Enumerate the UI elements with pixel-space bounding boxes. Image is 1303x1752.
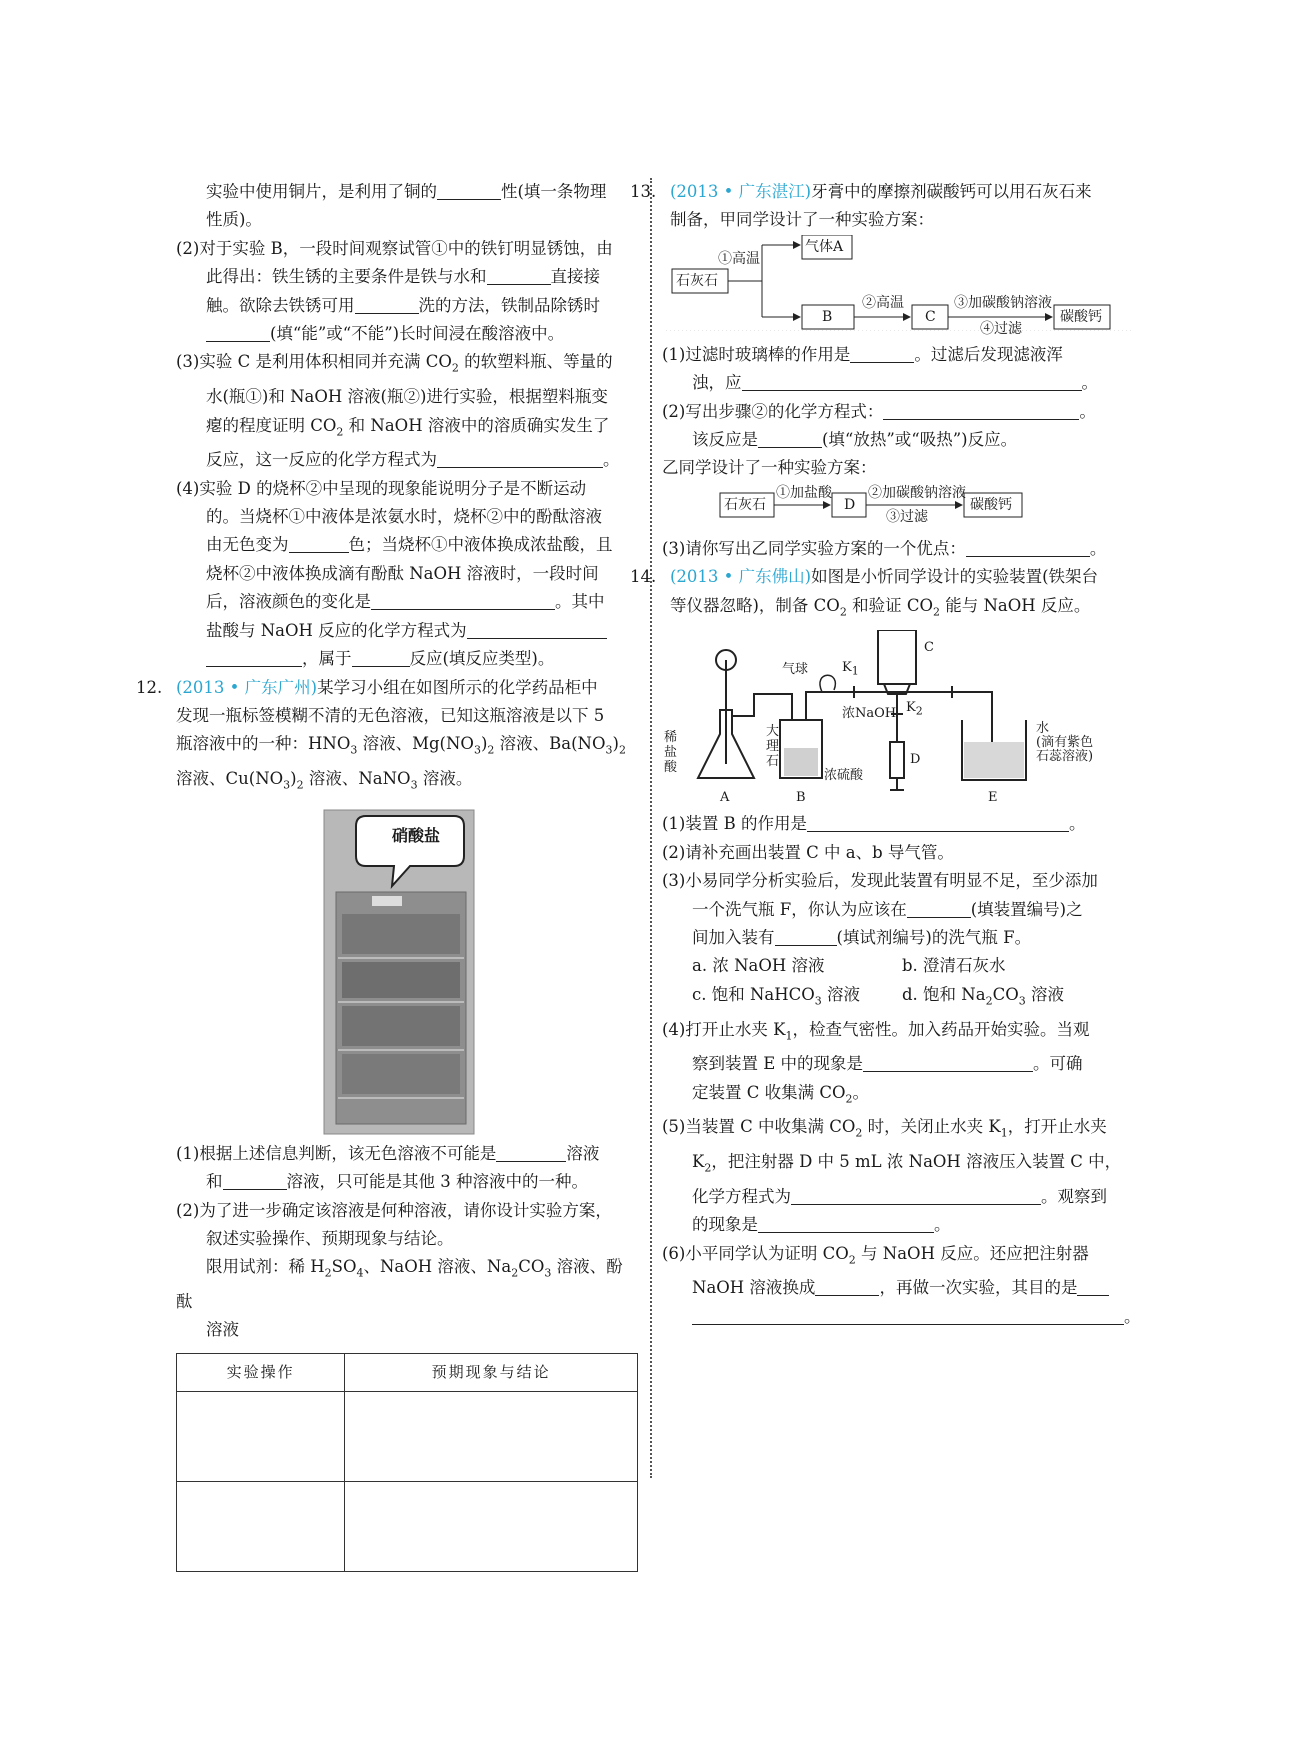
answer-blank[interactable] [467,622,607,639]
answer-blank[interactable] [850,346,914,363]
answer-blank[interactable] [371,594,555,611]
q14: 14. (2013 • 广东佛山)如图是小忻同学设计的实验装置(铁架台 等仪器忽略)，制备 $CO_2$ 和验证 $CO_2$ 能与 NaOH 反应。 [662,563,1160,626]
apparatus-figure: 气球 $K_1$ $K_2$ C 浓NaOH D 稀盐酸 大理石 浓硫酸 水 (滴有紫色 石蕊溶液) A B E [662,626,1160,810]
answer-blank[interactable] [907,901,971,918]
q13: 13. (2013 • 广东湛江)牙膏中的摩擦剂碳酸钙可以用石灰石来 制备，甲同学设计了一种实验方案： [662,178,1160,235]
left-column [136,178,638,1572]
answer-blank[interactable] [206,651,302,668]
flow-diagram-2: 石灰石 ①加盐酸 D ②加碳酸钠溶液 ③过滤 碳酸钙 [662,483,1160,527]
table-cell[interactable] [177,1391,345,1481]
q14-part2: (2)请补充画出装置 C 中 a、b 导气管。 [662,842,954,862]
answer-blank[interactable] [815,1280,879,1297]
q11-part2: (2)对于实验 B，一段时间观察试管①中的铁钉明显锈蚀，由 此得出：铁生锈的主要条件是铁与水和 直接接 触。欲除去铁锈可用 洗的方法，铁制品除锈时 (填“能”或“不能”)长时间浸在酸溶液中。 [176,238,613,344]
answer-blank[interactable] [883,403,1079,420]
table-cell[interactable] [345,1481,638,1571]
answer-blank[interactable] [437,184,501,201]
flow-diagram-1: 石灰石 ①高温 气体A B ②高温 C ③加碳酸钠溶液 ④过滤 碳酸钙 [662,235,1160,331]
answer-blank[interactable] [352,651,410,668]
answer-blank[interactable] [807,816,1069,833]
chemical-cabinet-figure [176,800,638,1140]
answer-blank[interactable] [758,432,822,449]
q11-continuation: 实验中使用铜片，是利用了铜的 性(填一条物理 性质)。 [206,182,607,230]
q14-options-row2: c. 饱和 NaHCO$_3$ 溶液 d. 饱和 $Na_2CO_3$ 溶液 [692,984,1064,1008]
q14-part1: (1)装置 B 的作用是 。 [662,814,1086,834]
question-number: 14. [630,567,657,587]
q13-part3: (3)请你写出乙同学实验方案的一个优点： 。 [662,538,1107,558]
question-source: (2013 • 广东佛山) [670,567,812,587]
table-header-operation: 实验操作 [177,1353,345,1391]
q14-part5: (5)当装置 C 中收集满 $CO_2$ 时，关闭止水夹 $K_1$，打开止水夹 $K_2$，把注射器 D 中 5 mL 浓 NaOH 溶液压入装置 C 中， 化学方程式为 。观察到 的现象是 。 [662,1117,1122,1235]
answer-blank[interactable] [1077,1280,1109,1297]
answer-blank[interactable] [496,1145,566,1162]
question-source: (2013 • 广东广州) [176,677,318,697]
answer-blank[interactable] [742,375,1082,392]
answer-blank[interactable] [487,269,551,286]
table-header-conclusion: 预期现象与结论 [345,1353,638,1391]
answer-blank[interactable] [692,1308,1124,1325]
answer-blank[interactable] [437,452,603,469]
q14-part6: (6)小平同学认为证明 $CO_2$ 与 NaOH 反应。还应把注射器 NaOH 溶液换成 ，再做一次实验，其目的是 。 [662,1243,1141,1326]
table-cell[interactable] [177,1481,345,1571]
q12-part2: (2)为了进一步确定该溶液是何种溶液，请你设计实验方案， 叙述实验操作、预期现象与结论。 限用试剂：稀 $H_2SO_4$、NaOH 溶液、$Na_2CO_3$ 溶液、酚酞 溶液 [176,1200,623,1340]
question-number: 12. [136,677,163,697]
q11-part4: (4)实验 D 的烧杯②中呈现的现象能说明分子是不断运动 的。当烧杯①中液体是浓氨水时，烧杯②中的酚酞溶液 由无色变为 色；当烧杯①中液体换成浓盐酸，且 烧杯②中液体换成滴有酚酞 NaOH 溶液时，一段时间 后，溶液颜色的变化是 。其中 盐酸与 NaOH 反应的化学方程式为 ，属于 反应(填反应类型)。 [176,478,613,669]
answer-blank[interactable] [206,326,270,343]
table-cell[interactable] [345,1391,638,1481]
question-number: 13. [630,182,657,201]
right-column [630,178,1160,1331]
answer-blank[interactable] [863,1056,1033,1073]
q14-part4: (4)打开止水夹 $K_1$，检查气密性。加入药品开始实验。当观 察到装置 E 中的现象是 。可确 定装置 C 收集满 $CO_2$。 [662,1019,1090,1105]
q12: 12. (2013 • 广东广州)某学习小组在如图所示的化学药品柜中 发现一瓶标签模糊不清的无色溶液，已知这瓶溶液是以下 5 瓶溶液中的一种：$HNO_3$ 溶液、$Mg(NO_3)_2$ 溶液、$Ba(NO_3)_2$ 溶液、$Cu(NO_3)_2$ 溶液、NaNO$_3$ 溶液。 [176,674,638,800]
question-source: (2013 • 广东湛江) [670,182,812,201]
answer-blank[interactable] [355,297,419,314]
q14-options-row1: a. 浓 NaOH 溶液 b. 澄清石灰水 [692,956,1006,976]
q11-part3: (3)实验 C 是利用体积相同并充满 $CO_2$ 的软塑料瓶、等量的 水(瓶①)和 NaOH 溶液(瓶②)进行实验，根据塑料瓶变 瘪的程度证明 $CO_2$ 和 NaOH 溶液中的溶质确实发生了 反应，这一反应的化学方程式为 。 [176,352,620,470]
q12-part1: (1)根据上述信息判断，该无色溶液不可能是 溶液 和 溶液，只可能是其他 3 种溶液中的一种。 [176,1143,600,1192]
answer-blank[interactable] [966,540,1090,557]
q13-part2: (2)写出步骤②的化学方程式： 。 该反应是 (填“放热”或“吸热”)反应。 乙同学设计了一种实验方案： [662,401,1096,478]
experiment-table [176,1353,638,1572]
answer-blank[interactable] [223,1174,287,1191]
q14-part3: (3)小易同学分析实验后，发现此装置有明显不足，至少添加 一个洗气瓶 F，你认为应该在 (填装置编号)之 间加入装有 (填试剂编号)的洗气瓶 F。 [662,871,1098,947]
q13-part1: (1)过滤时玻璃棒的作用是 。过滤后发现滤液浑 浊，应 。 [662,344,1098,393]
column-divider [650,178,652,1478]
answer-blank[interactable] [758,1217,934,1234]
cabinet-photo [176,806,638,1140]
answer-blank[interactable] [791,1188,1041,1205]
answer-blank[interactable] [289,537,349,554]
cabinet-label: 硝酸盐 [391,825,440,845]
answer-blank[interactable] [775,929,837,946]
